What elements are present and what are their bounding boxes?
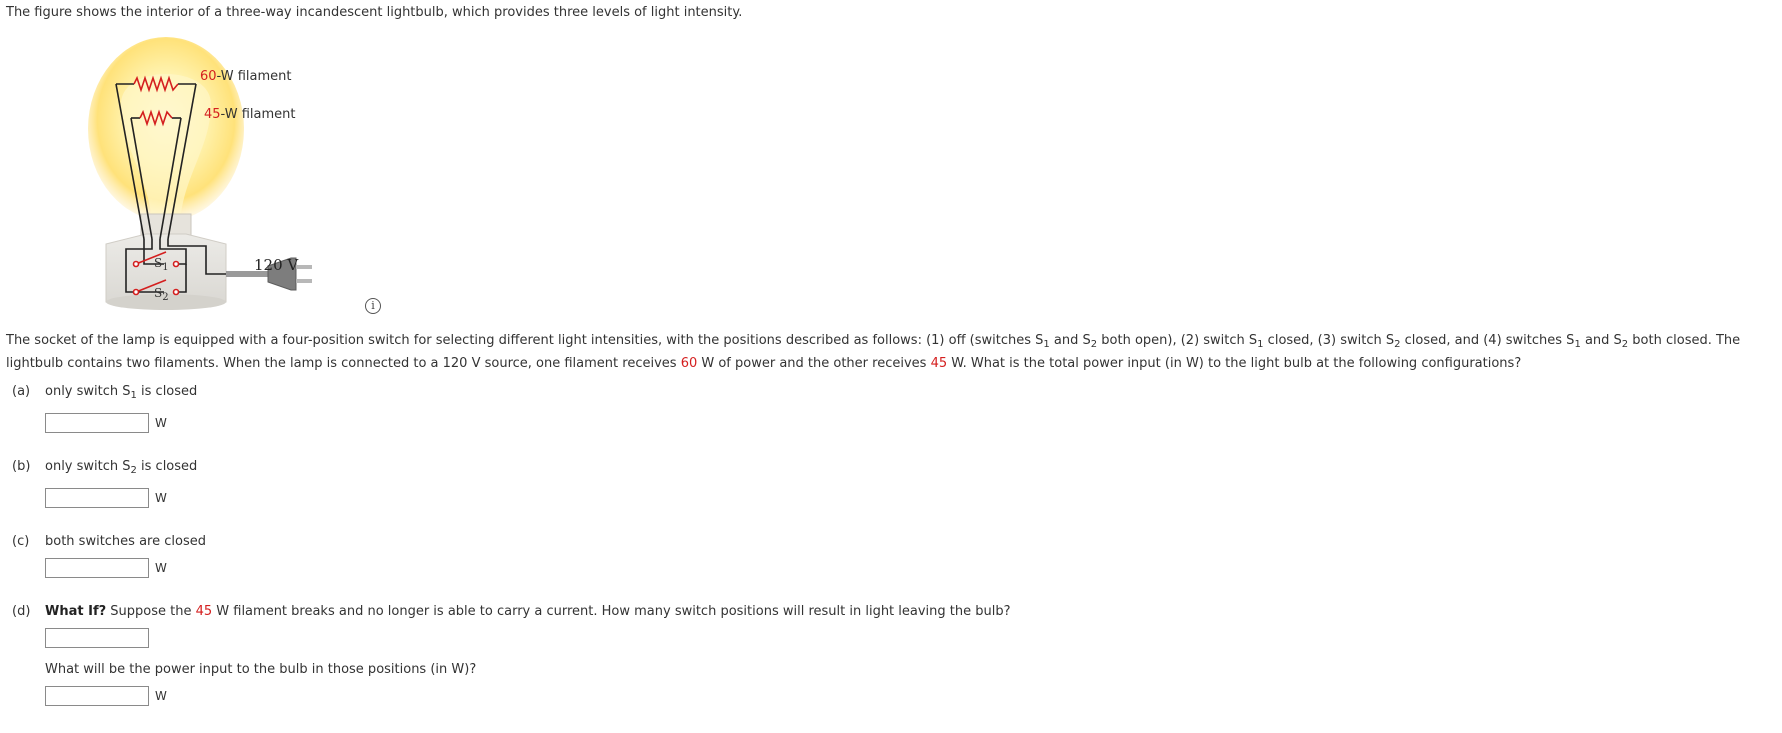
part-d-unit: W [155,689,167,703]
part-a-unit: W [155,416,167,430]
switch-s1-label: $S_1$ [154,256,169,273]
part-a-answer-input[interactable] [45,413,149,433]
voltage-label: 120 V [254,256,299,274]
part-a-question: (a) only switch $S_1$ is closed [12,384,198,401]
part-d-followup: What will be the power input to the bulb in those positions (in W)? [45,662,477,677]
intro-text: The figure shows the interior of a three-way incandescent lightbulb, which provides three levels of light intensity. [6,5,743,20]
lightbulb-figure [86,34,386,319]
part-d-positions-input[interactable] [45,628,149,648]
part-c-unit: W [155,561,167,575]
part-c-question: (c) both switches are closed [12,534,206,549]
problem-paragraph: The socket of the lamp is equipped with a four-position switch for selecting different light intensities, with the positions described as follows: (1) off (switches $S_1$ and $S_2$ both open), (2) switch $S_1$ closed, (3) switch $S_2$ closed, and (4) switches $S_1$ and $S_2$ both closed. The lightbulb contains two filaments. When the lamp is connected to a 120 V source, one filament receives 60 W of power and the other receives 45 W. What is the total power input (in W) to the light bulb at the following configurations? [6,333,1741,371]
filament-60w-label: 60-W filament [200,69,292,84]
part-b-question: (b) only switch $S_2$ is closed [12,459,198,476]
switch-s2-label: $S_2$ [154,286,169,303]
part-d-question: (d) What If? Suppose the 45 W filament breaks and no longer is able to carry a current. How many switch positions will result in light leaving the bulb? [12,604,1011,619]
part-d-power-input[interactable] [45,686,149,706]
part-c-answer-input[interactable] [45,558,149,578]
filament-45w-label: 45-W filament [204,107,296,122]
part-b-unit: W [155,491,167,505]
part-b-answer-input[interactable] [45,488,149,508]
info-icon[interactable]: i [365,298,381,314]
